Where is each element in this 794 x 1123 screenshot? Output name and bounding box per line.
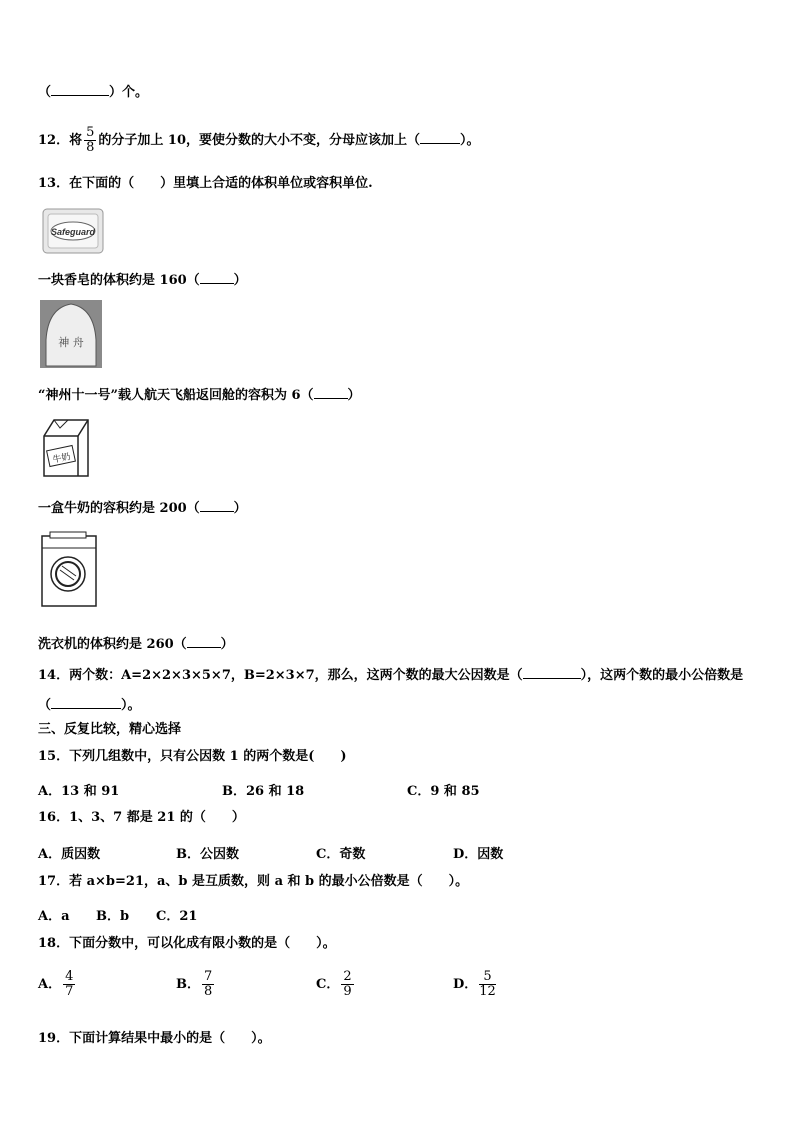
capsule-image — [40, 300, 102, 372]
q15-stem: 15．下列几组数中，只有公因数 1 的两个数是( ) — [38, 749, 347, 764]
capsule-icon — [40, 300, 102, 368]
q12-text-b: 的分子加上 10，要使分数的大小不变，分母应该加上（ — [98, 133, 421, 148]
q12-frac-denominator: 8 — [86, 140, 95, 155]
q14-blank-gcf[interactable] — [523, 666, 581, 679]
q18-option-a[interactable] — [38, 970, 77, 999]
capsule-blank[interactable] — [314, 386, 348, 399]
question-14 — [38, 666, 743, 684]
washer-blank[interactable] — [187, 635, 221, 648]
soap-brand-text: Safeguard — [50, 227, 96, 237]
q18-b-denominator: 8 — [204, 984, 213, 999]
q12-fraction — [84, 126, 96, 155]
q17-option-c[interactable]: C．21 — [156, 909, 198, 924]
q18-option-d[interactable] — [453, 970, 498, 999]
soap-text: 一块香皂的体积约是 160（ — [38, 273, 200, 288]
q16-option-d[interactable]: D．因数 — [453, 847, 504, 862]
q16-stem: 16．1、3、7 都是 21 的（ ） — [38, 810, 245, 825]
q12-frac-numerator: 5 — [86, 125, 95, 140]
q14-blank-lcm[interactable] — [51, 696, 121, 709]
q16-option-c[interactable]: C．奇数 — [316, 847, 366, 862]
q17-option-b[interactable]: B．b — [96, 909, 130, 924]
q18-d-label: D． — [453, 977, 478, 992]
q18-stem: 18．下面分数中，可以化成有限小数的是（ ）。 — [38, 936, 336, 951]
milk-text: 一盒牛奶的容积约是 200（ — [38, 501, 200, 516]
washer-text: 洗衣机的体积约是 260（ — [38, 637, 187, 652]
capsule-text: “神州十一号”载人航天飞船返回舱的容积为 6（ — [38, 388, 314, 403]
q16-option-b[interactable]: B．公因数 — [176, 847, 239, 862]
q14-open-paren: （ — [38, 698, 52, 713]
q18-c-label: C． — [316, 977, 340, 992]
milk-end: ） — [233, 501, 247, 516]
q12-blank[interactable] — [420, 131, 460, 144]
capsule-line — [38, 386, 361, 404]
washing-machine-icon — [40, 530, 98, 608]
q18-a-numerator: 4 — [65, 969, 74, 984]
q12-text-a: 将 — [69, 133, 83, 148]
question-14-cont — [38, 696, 141, 714]
question-12 — [38, 126, 480, 155]
q18-option-c[interactable] — [316, 970, 356, 999]
q18-option-b[interactable] — [176, 970, 216, 999]
q11-blank[interactable] — [51, 83, 109, 96]
q18-c-fraction — [341, 970, 353, 999]
q12-number: 12． — [38, 133, 70, 148]
q15-option-a[interactable]: A．13 和 91 — [38, 784, 120, 799]
q18-b-label: B． — [176, 977, 200, 992]
capsule-mark-text: 神 舟 — [58, 336, 84, 349]
q14-text-b: ），这两个数的最小公倍数是 — [580, 668, 744, 683]
washer-line — [38, 635, 234, 653]
q11-close: ）个。 — [109, 85, 149, 100]
q18-c-numerator: 2 — [343, 969, 352, 984]
q16-option-a[interactable]: A．质因数 — [38, 847, 101, 862]
q15-option-c[interactable]: C．9 和 85 — [407, 784, 480, 799]
capsule-end: ） — [347, 388, 361, 403]
q15-option-b[interactable]: B．26 和 18 — [222, 784, 305, 799]
soap-icon — [40, 205, 106, 257]
milk-label-text: 牛奶 — [51, 452, 72, 466]
q12-text-c: ）。 — [460, 133, 480, 148]
soap-line — [38, 271, 247, 289]
milk-line — [38, 499, 247, 517]
q18-a-denominator: 7 — [65, 984, 74, 999]
milk-blank[interactable] — [200, 499, 234, 512]
q18-c-denominator: 9 — [343, 984, 352, 999]
q18-d-fraction — [479, 970, 496, 999]
q18-a-label: A． — [38, 977, 62, 992]
soap-end: ） — [233, 273, 247, 288]
washer-end: ） — [220, 637, 234, 652]
q19-stem: 19．下面计算结果中最小的是（ ）。 — [38, 1031, 271, 1046]
q11-tail — [38, 83, 148, 101]
q18-d-numerator: 5 — [479, 970, 496, 985]
soap-blank[interactable] — [200, 271, 234, 284]
milk-image — [40, 418, 92, 484]
q14-text-a: 14．两个数：A=2×2×3×5×7，B=2×3×7，那么，这两个数的最大公因数是（ — [38, 668, 523, 683]
q18-d-denominator: 12 — [479, 984, 496, 999]
milk-carton-icon — [40, 418, 92, 480]
q17-option-a[interactable]: A．a — [38, 909, 70, 924]
q18-b-fraction — [202, 970, 214, 999]
q11-open-paren: （ — [38, 85, 52, 100]
soap-image — [40, 205, 106, 261]
q18-b-numerator: 7 — [204, 969, 213, 984]
section-3-heading: 三、反复比较，精心选择 — [38, 722, 182, 737]
washer-image — [40, 530, 98, 612]
q18-a-fraction — [63, 970, 75, 999]
q17-stem: 17．若 a×b=21，a、b 是互质数，则 a 和 b 的最小公倍数是（ ）。 — [38, 874, 469, 889]
q13-title: 13．在下面的（ ）里填上合适的体积单位或容积单位. — [38, 176, 373, 191]
q14-close: ）。 — [121, 698, 141, 713]
